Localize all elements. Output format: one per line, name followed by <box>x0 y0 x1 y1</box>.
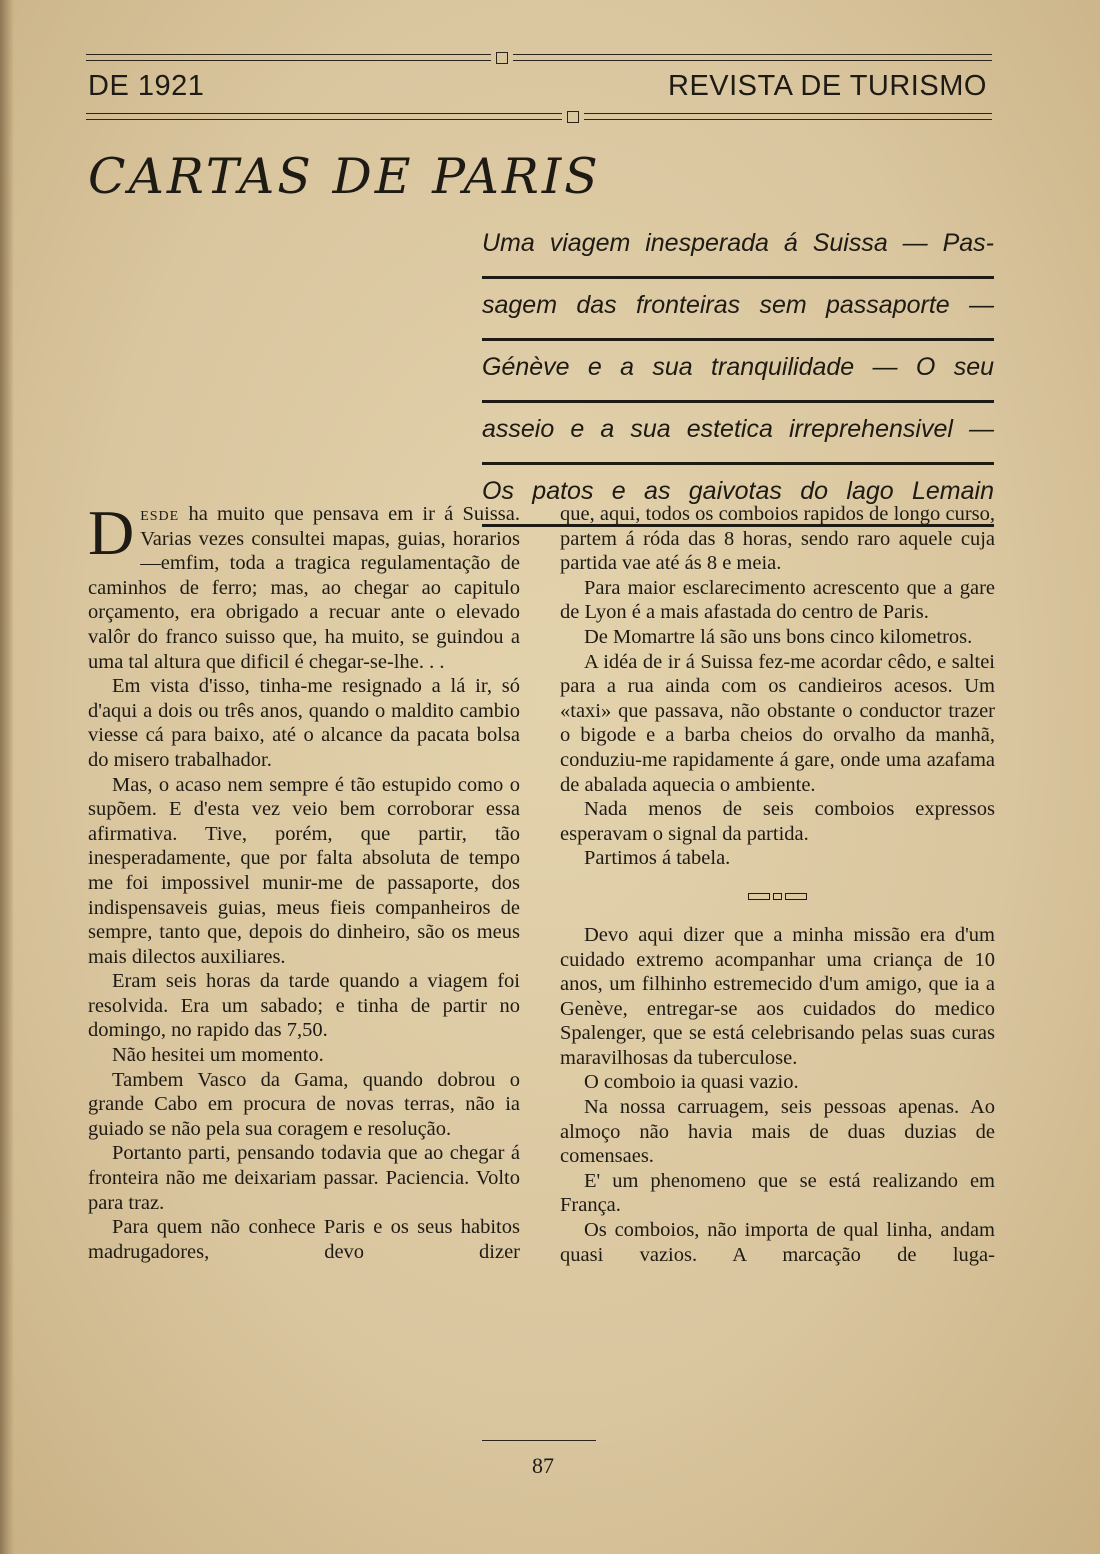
paragraph-text: ha muito que pensava em ir á Suissa. Varias vezes consultei mapas, guias, horarios—emfim, toda a tragica regulamentação de caminhos de ferro; mas, ao chegar ao capitulo orçamento, era obrigado a recuar ante o elevado valôr do franco suisso que, ha muito, se guindou a uma tal altura que dificil é chegar-se-lhe. . . <box>88 503 520 673</box>
article-summary <box>482 224 994 534</box>
section-break-ornament <box>560 871 995 923</box>
paragraph: Mas, o acaso nem sempre é tão estupido como o supõem. E d'esta vez veio bem corroborar essa afirmativa. Tive, porém, que partir, tão inesperadamente, que por falta absoluta de tempo me foi impossivel munir-me de passaporte, dos indispensaveis guias, meus fieis companheiros de sempre, tanto que, depois do dinheiro, são os meus mais dilectos auxiliares. <box>88 773 520 968</box>
summary-line: asseio e a sua estetica irreprehensivel — <box>482 410 994 465</box>
page-number: 87 <box>532 1453 554 1478</box>
paragraph: Devo aqui dizer que a minha missão era d'um cuidado extremo acompanhar uma criança de 10 anos, um filhinho estremecido d'um amigo, que ia a Genève, entregar-se aos cuidados do medico Spalenger, que se está celebrisando pelas suas curas maravilhosas da tuberculose. <box>560 923 995 1069</box>
summary-line: Uma viagem inesperada á Suissa — Pas- <box>482 224 994 279</box>
right-column <box>560 502 995 1267</box>
summary-line: Os patos e as gaivotas do lago Lemain <box>482 472 994 527</box>
paragraph: Em vista d'isso, tinha-me resignado a lá ir, só d'aqui a dois ou três anos, quando o maldito cambio viesse cá para baixo, até o alcance da pacata bolsa do misero trabalhador. <box>88 675 520 771</box>
summary-line: sagem das fronteiras sem passaporte — <box>482 286 994 341</box>
header-bottom-rule-ornament <box>567 111 579 123</box>
running-head-date: DE 1921 <box>88 70 205 102</box>
header-top-rule-right <box>513 54 992 61</box>
ornament-bar <box>785 893 807 900</box>
paragraph: Eram seis horas da tarde quando a viagem foi resolvida. Era um sabado; e tinha de partir no domingo, no rapido das 7,50. <box>88 970 520 1042</box>
paragraph: Não hesitei um momento. <box>112 1044 324 1067</box>
paragraph: Para quem não conhece Paris e os seus habitos madrugadores, devo dizer <box>88 1216 520 1263</box>
header-bottom-rule-right <box>584 113 992 120</box>
header-bottom-rule-left <box>86 113 562 120</box>
paragraph: Para maior esclarecimento acrescento que a gare de Lyon é a mais afastada do centro de Paris. <box>560 576 995 624</box>
running-head-magazine: REVISTA DE TURISMO <box>668 70 987 102</box>
paragraph: Nada menos de seis comboios expressos esperavam o signal da partida. <box>560 798 995 845</box>
paragraph: Tambem Vasco da Gama, quando dobrou o grande Cabo em procura de novas terras, não ia guiado se não pela sua coragem e resolução. <box>88 1068 520 1140</box>
article-title: CARTAS DE PARIS <box>88 148 601 205</box>
page-edge-shadow <box>0 0 14 1554</box>
paragraph: Na nossa carruagem, seis pessoas apenas. Ao almoço não havia mais de duas duzias de comensaes. <box>560 1096 995 1168</box>
ornament-dot <box>773 893 782 900</box>
paragraph: Os comboios, não importa de qual linha, andam quasi vazios. A marcação de luga- <box>560 1219 995 1266</box>
first-word: esde <box>140 503 180 525</box>
paragraph: Portanto parti, pensando todavia que ao chegar á fronteira não me deixariam passar. Paciencia. Volto para traz. <box>88 1142 520 1214</box>
paragraph: que, aqui, todos os comboios rapidos de longo curso, partem á róda das 8 horas, sendo raro aquele cuja partida vae até ás 8 e meia. <box>560 503 995 575</box>
left-column <box>88 497 520 1264</box>
summary-line: Génève e a sua tranquilidade — O seu <box>482 348 994 403</box>
paragraph: A idéa de ir á Suissa fez-me acordar cêdo, e saltei para a rua ainda com os candieiros acesos. Um «taxi» que passava, não obstante o conductor trazer o bigode e a barba cheios do orvalho da manhã, conduziu-me rapidamente á gare, onde uma azafama de abalada aquecia o ambiente. <box>560 650 995 796</box>
paragraph: O comboio ia quasi vazio. <box>584 1071 799 1094</box>
ornament-bar <box>748 893 770 900</box>
footer-rule <box>482 1440 596 1441</box>
paragraph: De Momartre lá são uns bons cinco kilometros. <box>584 625 973 648</box>
paragraph: E' um phenomeno que se está realizando em França. <box>560 1169 995 1217</box>
header-top-rule-left <box>86 54 491 61</box>
drop-cap: D <box>88 497 135 568</box>
paragraph <box>88 497 520 674</box>
paragraph: Partimos á tabela. <box>584 847 731 870</box>
header-top-rule-ornament <box>496 52 508 64</box>
